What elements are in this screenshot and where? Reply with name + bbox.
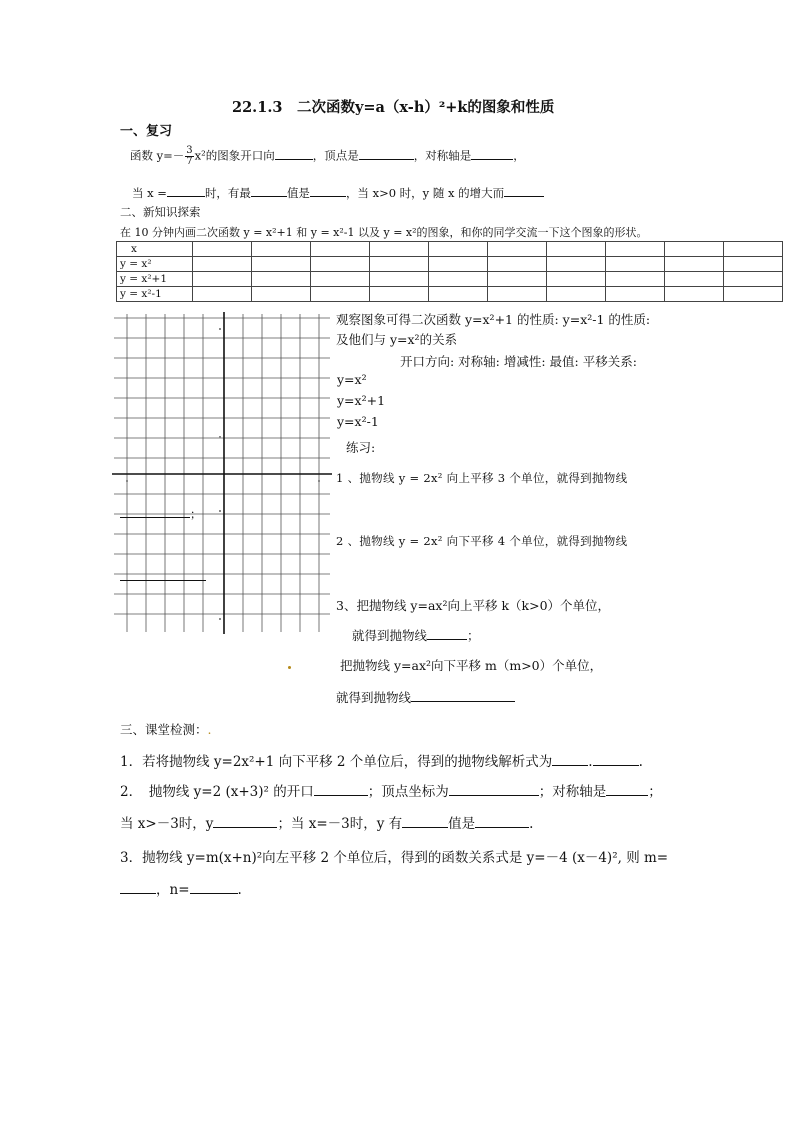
blank-trend[interactable] (504, 184, 544, 197)
t2-g: 值是 (448, 816, 476, 832)
coordinate-grid[interactable] (112, 312, 332, 634)
table-cell[interactable] (665, 242, 724, 257)
table-cell[interactable] (311, 272, 370, 287)
t3-b: ，n= (156, 882, 190, 898)
row-header: y = x²+1 (117, 272, 193, 287)
t2-c: ；对称轴是 (538, 784, 607, 800)
review-line2-a: 当 x = (132, 186, 167, 200)
review-line1-pre: 函数 y=－ (130, 148, 185, 163)
table-cell[interactable] (193, 287, 252, 302)
table-cell[interactable] (606, 287, 665, 302)
row-header: x (117, 242, 193, 257)
practice-q3d (336, 688, 515, 706)
blank-t2-value[interactable] (475, 815, 529, 828)
table-cell[interactable] (488, 287, 547, 302)
table-cell[interactable] (252, 287, 311, 302)
fraction-numerator: 3 (186, 145, 193, 156)
test-q2-line1 (120, 780, 662, 800)
table-cell[interactable] (429, 272, 488, 287)
practice-q2-answer (120, 568, 206, 584)
value-table (116, 241, 783, 302)
t1-end: . (638, 754, 643, 770)
table-row (117, 257, 783, 272)
table-row (117, 272, 783, 287)
test-heading-text: 三、课堂检测： (120, 722, 208, 737)
table-cell[interactable] (665, 272, 724, 287)
t2-f: ；当 x=－3时，y 有 (277, 816, 403, 832)
table-cell[interactable] (311, 242, 370, 257)
table-cell[interactable] (311, 287, 370, 302)
row-header: y = x² (117, 257, 193, 272)
test-heading-dot: . (207, 722, 212, 737)
table-row (117, 287, 783, 302)
table-cell[interactable] (724, 257, 783, 272)
section-explore-heading: 二、新知识探索 (120, 205, 201, 219)
table-cell[interactable] (252, 242, 311, 257)
review-line1-c: ，对称轴是 (413, 148, 472, 163)
q3b-end: ； (467, 628, 480, 643)
table-cell[interactable] (724, 272, 783, 287)
table-cell[interactable] (252, 272, 311, 287)
fraction-denominator: 7 (186, 156, 193, 167)
formula-y-x2-plus-1: y=x²+1 (337, 393, 386, 408)
table-cell[interactable] (547, 272, 606, 287)
table-row (117, 242, 783, 257)
q3b-text: 就得到抛物线 (352, 628, 428, 643)
practice-q2: 2 、抛物线 y = 2x² 向下平移 4 个单位，就得到抛物线 (336, 534, 628, 548)
table-cell[interactable] (193, 272, 252, 287)
blank-q3b[interactable] (427, 627, 467, 640)
t1-mid: . (588, 754, 593, 770)
q1-end: ； (190, 507, 202, 521)
grid-svg (112, 312, 332, 634)
table-cell[interactable] (370, 287, 429, 302)
table-cell[interactable] (193, 242, 252, 257)
q3d-text: 就得到抛物线 (336, 690, 412, 705)
formula-y-x2: y=x² (337, 372, 367, 387)
table-cell[interactable] (665, 287, 724, 302)
practice-q1-answer (120, 505, 202, 522)
table-cell[interactable] (193, 257, 252, 272)
grid-axes (112, 312, 332, 634)
table-cell[interactable] (370, 242, 429, 257)
t2-a: 2． 抛物线 y=2 (x+3)² 的开口 (120, 784, 314, 800)
blank-vertex[interactable] (359, 147, 414, 160)
review-line2-c: 值是 (286, 186, 310, 200)
row-header: y = x²-1 (117, 287, 193, 302)
practice-q3b (352, 626, 480, 644)
table-cell[interactable] (429, 287, 488, 302)
review-line2-d: ，当 x>0 时，y 随 x 的增大而 (345, 186, 505, 200)
practice-q3a: 3、把抛物线 y=ax²向上平移 k（k>0）个单位， (336, 598, 611, 613)
table-cell[interactable] (488, 257, 547, 272)
review-line1-a: x²的图象开口向 (194, 148, 275, 163)
blank-axis[interactable] (471, 147, 513, 160)
table-cell[interactable] (429, 257, 488, 272)
practice-q3c: 把抛物线 y=ax²向下平移 m（m>0）个单位， (340, 658, 603, 673)
review-line-2 (132, 184, 544, 201)
blank-max-min[interactable] (251, 184, 287, 197)
blank-t1-a[interactable] (552, 753, 588, 766)
t3-c: . (237, 882, 242, 898)
table-cell[interactable] (547, 242, 606, 257)
table-cell[interactable] (488, 242, 547, 257)
table-cell[interactable] (724, 287, 783, 302)
table-cell[interactable] (370, 272, 429, 287)
test-q1 (120, 750, 643, 770)
blank-t2-maxmin[interactable] (402, 815, 448, 828)
explore-intro: 在 10 分钟内画二次函数 y = x²+1 和 y = x²-1 以及 y = x²的图象，和你的同学交流一下这个图象的形状。 (120, 226, 648, 239)
blank-q2[interactable] (120, 568, 206, 581)
test-q3-line2 (120, 878, 242, 898)
blank-t2-vertex[interactable] (449, 783, 539, 796)
blank-t2-axis[interactable] (606, 783, 648, 796)
t2-b: ；顶点坐标为 (367, 784, 449, 800)
test-q3-line1: 3．抛物线 y=m(x+n)²向左平移 2 个单位后，得到的函数关系式是 y=－4 (x－4)², 则 m= (120, 850, 669, 866)
blank-extreme-value[interactable] (310, 184, 346, 197)
blank-t2-trend[interactable] (213, 815, 277, 828)
t2-h: . (529, 816, 534, 832)
blank-t1-b[interactable] (593, 753, 639, 766)
practice-label: 练习: (346, 440, 376, 455)
blank-t2-opening[interactable] (314, 783, 368, 796)
test-q2-line2 (120, 812, 533, 832)
table-cell[interactable] (311, 257, 370, 272)
table-cell[interactable] (606, 272, 665, 287)
table-cell[interactable] (665, 257, 724, 272)
table-cell[interactable] (606, 257, 665, 272)
grid-lines (114, 314, 330, 632)
t1-text: 1．若将抛物线 y=2x²+1 向下平移 2 个单位后，得到的抛物线解析式为 (120, 754, 553, 770)
blank-t3-n[interactable] (190, 881, 238, 894)
practice-q1: 1 、抛物线 y = 2x² 向上平移 3 个单位，就得到抛物线 (336, 471, 628, 485)
decorative-dot (288, 666, 291, 669)
properties-line: 开口方向: 对称轴: 增减性: 最值: 平移关系: (400, 354, 637, 369)
table-cell[interactable] (547, 257, 606, 272)
table-cell[interactable] (370, 257, 429, 272)
review-line1-b: ，顶点是 (312, 148, 359, 163)
blank-q1[interactable] (120, 505, 190, 518)
blank-x-value[interactable] (167, 184, 205, 197)
table-cell[interactable] (547, 287, 606, 302)
table-cell[interactable] (429, 242, 488, 257)
section-review-heading: 一、复习 (120, 124, 173, 139)
review-line2-b: 时，有最 (204, 186, 251, 200)
review-line1-d: ， (513, 148, 525, 163)
section-test-heading (120, 720, 212, 738)
t2-e: 当 x>－3时，y (120, 816, 214, 832)
fraction-3-7 (185, 146, 193, 167)
blank-opening[interactable] (275, 147, 313, 160)
observe-line-1: 观察图象可得二次函数 y=x²+1 的性质: y=x²-1 的性质: (336, 312, 651, 327)
review-line-1 (130, 146, 525, 167)
page-title: 22.1.3 二次函数y=a（x-h）²+k的图象和性质 (232, 99, 555, 116)
table-cell[interactable] (724, 242, 783, 257)
table-cell[interactable] (252, 257, 311, 272)
blank-q3d[interactable] (411, 689, 515, 702)
table-cell[interactable] (606, 242, 665, 257)
table-cell[interactable] (488, 272, 547, 287)
formula-y-x2-minus-1: y=x²-1 (337, 414, 379, 429)
t2-d: ； (648, 784, 662, 800)
observe-line-2: 及他们与 y=x²的关系 (336, 332, 458, 347)
blank-t3-m[interactable] (120, 881, 156, 894)
